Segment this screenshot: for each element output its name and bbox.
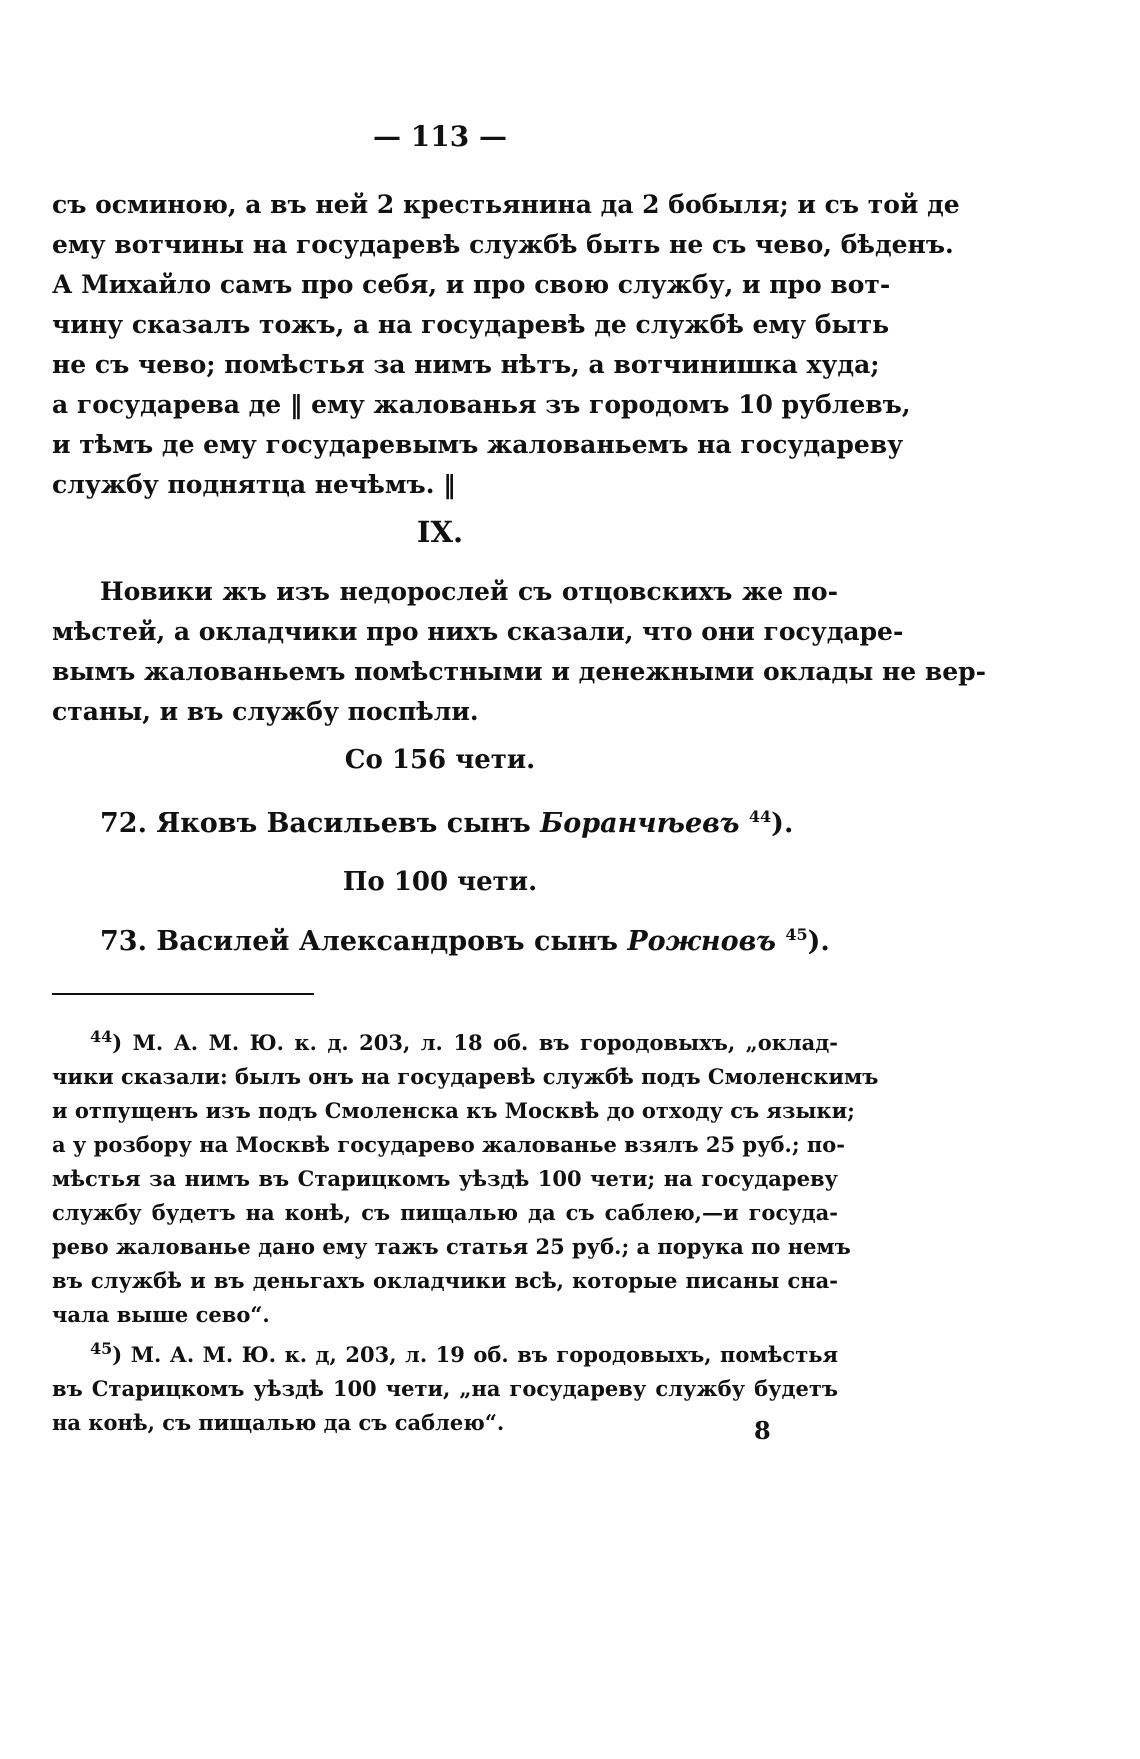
footnotes [52,1020,879,1440]
footnote-divider [52,993,314,995]
register-entry [100,925,830,957]
footnote [52,1332,838,1440]
body-paragraph [52,185,960,505]
footnote-line [52,1332,838,1372]
footnote-line: а у розбору на Москвѣ государево жалованье взялъ 25 руб.; по- [52,1132,846,1157]
entry-close: ). [771,808,794,839]
entry-surname: Боранчѣевъ [540,808,740,839]
body-line: чину сказалъ тожъ, а на государевѣ де службѣ ему быть [52,310,890,339]
footnote-line: и отпущенъ изъ подъ Смоленска къ Москвѣ до отходу съ языки; [52,1098,855,1123]
section-line: станы, и въ службу поспѣли. [52,697,479,726]
footnote-line [52,1020,838,1060]
footnote-line: въ Старицкомъ уѣздѣ 100 чети, „на государеву службу будетъ [52,1376,838,1401]
entry-name: Василей Александровъ сынъ [156,926,618,957]
footnote-line: рево жалованье дано ему тажъ статья 25 руб.; а порука по немъ [52,1234,851,1259]
footnote [52,1020,879,1332]
footnote-marker: 45 [90,1339,113,1358]
footnote-text: ) М. А. М. Ю. к. д, 203, л. 19 об. въ городовыхъ, помѣстья [112,1342,838,1367]
footnote-text: ) М. А. М. Ю. к. д. 203, л. 18 об. въ городовыхъ, „оклад- [112,1030,838,1055]
footnote-line: чала выше сево“. [52,1302,270,1327]
section-line: вымъ жалованьемъ помѣстными и денежными оклады не вер- [52,657,987,686]
footnote-line: чики сказали: былъ онъ на государевѣ службѣ подъ Смоленскимъ [52,1064,879,1089]
entry-number: 73. [100,926,147,957]
body-line: не съ чево; помѣстья за нимъ нѣтъ, а вотчинишка худа; [52,350,880,379]
footnote-marker: 44 [90,1027,113,1046]
section-line: мѣстей, а окладчики про нихъ сказали, что они государе- [52,617,904,646]
section-paragraph [52,572,987,732]
signature-mark: 8 [754,1416,771,1445]
entry-close: ). [807,926,830,957]
section-line: Новики жъ изъ недорослей съ отцовскихъ же по- [100,577,838,606]
body-line: съ осминою, а въ ней 2 крестьянина да 2 бобыля; и съ той де [52,190,960,219]
body-line: ему вотчины на государевѣ службѣ быть не съ чево, бѣденъ. [52,230,954,259]
body-line: службу поднятца нечѣмъ. ‖ [52,470,456,499]
footnote-reference: 45 [785,925,808,944]
entry-name: Яковъ Васильевъ сынъ [156,808,531,839]
footnote-line: мѣстья за нимъ въ Старицкомъ уѣздѣ 100 чети; на государеву [52,1166,838,1191]
footnote-line: на конѣ, съ пищалью да съ саблею“. [52,1410,505,1435]
footnote-line: службу будетъ на конѣ, съ пищалью да съ саблею,—и госуда- [52,1200,838,1225]
section-numeral: IX. [416,515,464,549]
body-line: а государева де ‖ ему жалованья зъ городомъ 10 рублевъ, [52,390,911,419]
page-number: — 113 — [373,120,507,153]
register-entry [100,807,793,839]
body-line: и тѣмъ де ему государевымъ жалованьемъ на государеву [52,430,904,459]
quota-heading: Со 156 чети. [344,745,536,775]
body-line: А Михайло самъ про себя, и про свою службу, и про вот- [52,270,891,299]
footnote-line: въ службѣ и въ деньгахъ окладчики всѣ, которые писаны сна- [52,1268,838,1293]
entry-surname: Рожновъ [627,926,776,957]
entry-number: 72. [100,808,147,839]
quota-heading: По 100 чети. [342,867,538,897]
footnote-reference: 44 [748,807,772,826]
